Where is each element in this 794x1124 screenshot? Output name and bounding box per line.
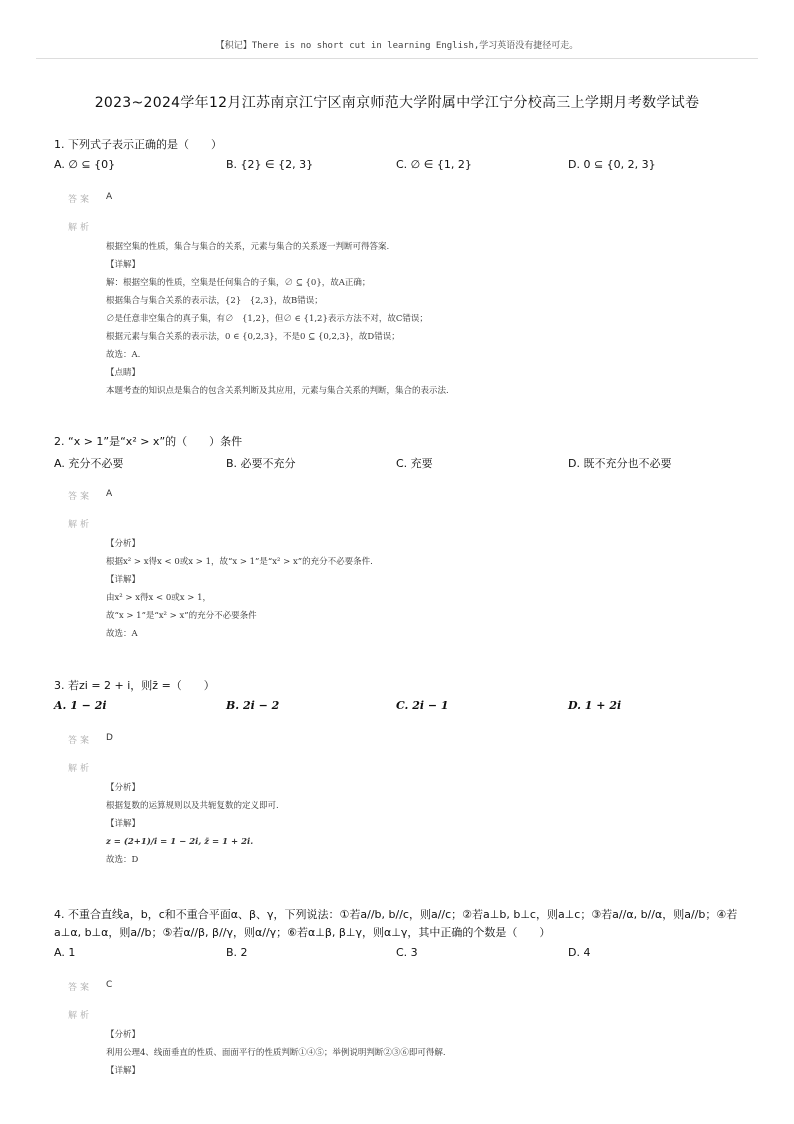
analysis-line: 根据复数的运算规则以及共轭复数的定义即可. [106, 801, 279, 811]
analysis-line: 【分析】 [106, 783, 141, 793]
analysis-line: 根据元素与集合关系的表示法，0 ∈ {0,2,3}，不是0 ⊆ {0,2,3}，故D错误； [106, 332, 400, 342]
question-stem: 3. 若zi = 2 + i，则z̄ =（ ） [54, 679, 215, 692]
option-b: B. 2 [226, 946, 248, 959]
header-divider [36, 58, 758, 59]
analysis-body [106, 779, 744, 869]
option-d: D. 0 ⊆ {0, 2, 3} [568, 158, 656, 171]
analysis-row [54, 220, 744, 236]
analysis-body [106, 238, 744, 400]
option-b: B. 必要不充分 [226, 457, 296, 470]
option-b: B. 2i − 2 [226, 699, 280, 712]
answer-row [54, 192, 744, 208]
answer-value: A [106, 192, 113, 202]
option-d: D. 1 + 2i [568, 699, 622, 712]
analysis-line: 【点睛】 [106, 368, 141, 378]
answer-label: 答案 [68, 492, 93, 502]
question-1 [54, 136, 744, 400]
analysis-line: 【分析】 [106, 1030, 141, 1040]
answer-label: 答案 [68, 983, 93, 993]
analysis-line: 故“x > 1”是“x² > x”的充分不必要条件 [106, 611, 257, 621]
analysis-line: 由x² > x得x < 0或x > 1， [106, 593, 211, 603]
answer-row [54, 489, 744, 505]
analysis-line: 根据集合与集合关系的表示法，{2} {2,3}，故B错误； [106, 296, 323, 306]
option-c: C. ∅ ∈ {1, 2} [396, 158, 472, 171]
question-3 [54, 677, 744, 869]
options [54, 455, 744, 475]
analysis-row [54, 1008, 744, 1024]
option-c: C. 充要 [396, 457, 433, 470]
question-2 [54, 433, 744, 643]
analysis-line: 解：根据空集的性质，空集是任何集合的子集，∅ ⊆ {0}，故A正确； [106, 278, 371, 288]
analysis-line: 根据x² > x得x < 0或x > 1，故“x > 1”是“x² > x”的充分不必要条件. [106, 557, 373, 567]
analysis-line: 故选：A. [106, 350, 141, 360]
analysis-row [54, 761, 744, 777]
options [54, 158, 744, 178]
analysis-label: 解析 [68, 764, 93, 774]
option-b: B. {2} ∈ {2, 3} [226, 158, 314, 171]
analysis-label: 解析 [68, 1011, 93, 1021]
analysis-line: 【详解】 [106, 260, 141, 270]
header-motto: 【积记】There is no short cut in learning English,学习英语没有捷径可走。 [215, 41, 579, 51]
question-stem: 2. “x > 1”是“x² > x”的（ ）条件 [54, 435, 243, 448]
question-4 [54, 906, 744, 1080]
analysis-line: 【详解】 [106, 575, 141, 585]
answer-label: 答案 [68, 195, 93, 205]
option-c: C. 2i − 1 [396, 699, 449, 712]
option-a: A. 1 − 2i [54, 699, 107, 712]
options [54, 699, 744, 719]
question-stem: 1. 下列式子表示正确的是（ ） [54, 138, 222, 151]
analysis-line: 根据空集的性质，集合与集合的关系，元素与集合的关系逐一判断可得答案. [106, 242, 390, 252]
analysis-body [106, 1026, 744, 1080]
analysis-label: 解析 [68, 223, 93, 233]
answer-row [54, 980, 744, 996]
option-a: A. ∅ ⊆ {0} [54, 158, 116, 171]
option-a: A. 1 [54, 946, 76, 959]
analysis-line: 【分析】 [106, 539, 141, 549]
analysis-row [54, 517, 744, 533]
analysis-line: 【详解】 [106, 819, 141, 829]
analysis-label: 解析 [68, 520, 93, 530]
option-d: D. 既不充分也不必要 [568, 457, 672, 470]
answer-label: 答案 [68, 736, 93, 746]
analysis-line: ∅是任意非空集合的真子集，有∅ {1,2}，但∅ ∈ {1,2}表示方法不对，故C错误； [106, 314, 428, 324]
answer-value: C [106, 980, 113, 990]
question-stem: 4. 不重合直线a，b，c和不重合平面α、β、γ，下列说法：①若a//b, b//c，则a//c；②若a⊥b, b⊥c，则a⊥c；③若a//α, b//α，则a//b；④若a⊥α, b⊥α，则a//b；⑤若α//β, β//γ，则α//γ；⑥若α⊥β, β⊥γ，则α⊥γ，其中正确的个数是（ ） [54, 908, 738, 939]
analysis-line: 故选：D [106, 855, 139, 865]
option-a: A. 充分不必要 [54, 457, 124, 470]
option-d: D. 4 [568, 946, 591, 959]
analysis-line: 故选：A [106, 629, 138, 639]
options [54, 946, 744, 966]
analysis-body [106, 535, 744, 643]
answer-value: D [106, 733, 113, 743]
analysis-line: 利用公理4、线面垂直的性质、面面平行的性质判断①④⑤；举例说明判断②③⑥即可得解. [106, 1048, 446, 1058]
answer-value: A [106, 489, 113, 499]
analysis-line: 【详解】 [106, 1066, 141, 1076]
analysis-line: 本题考查的知识点是集合的包含关系判断及其应用，元素与集合关系的判断，集合的表示法. [106, 386, 449, 396]
analysis-formula: z = (2+1)/i = 1 − 2i, z̄ = 1 + 2i. [106, 837, 254, 847]
answer-row [54, 733, 744, 749]
option-c: C. 3 [396, 946, 418, 959]
page-title: 2023~2024学年12月江苏南京江宁区南京师范大学附属中学江宁分校高三上学期月考数学试卷 [94, 95, 700, 111]
